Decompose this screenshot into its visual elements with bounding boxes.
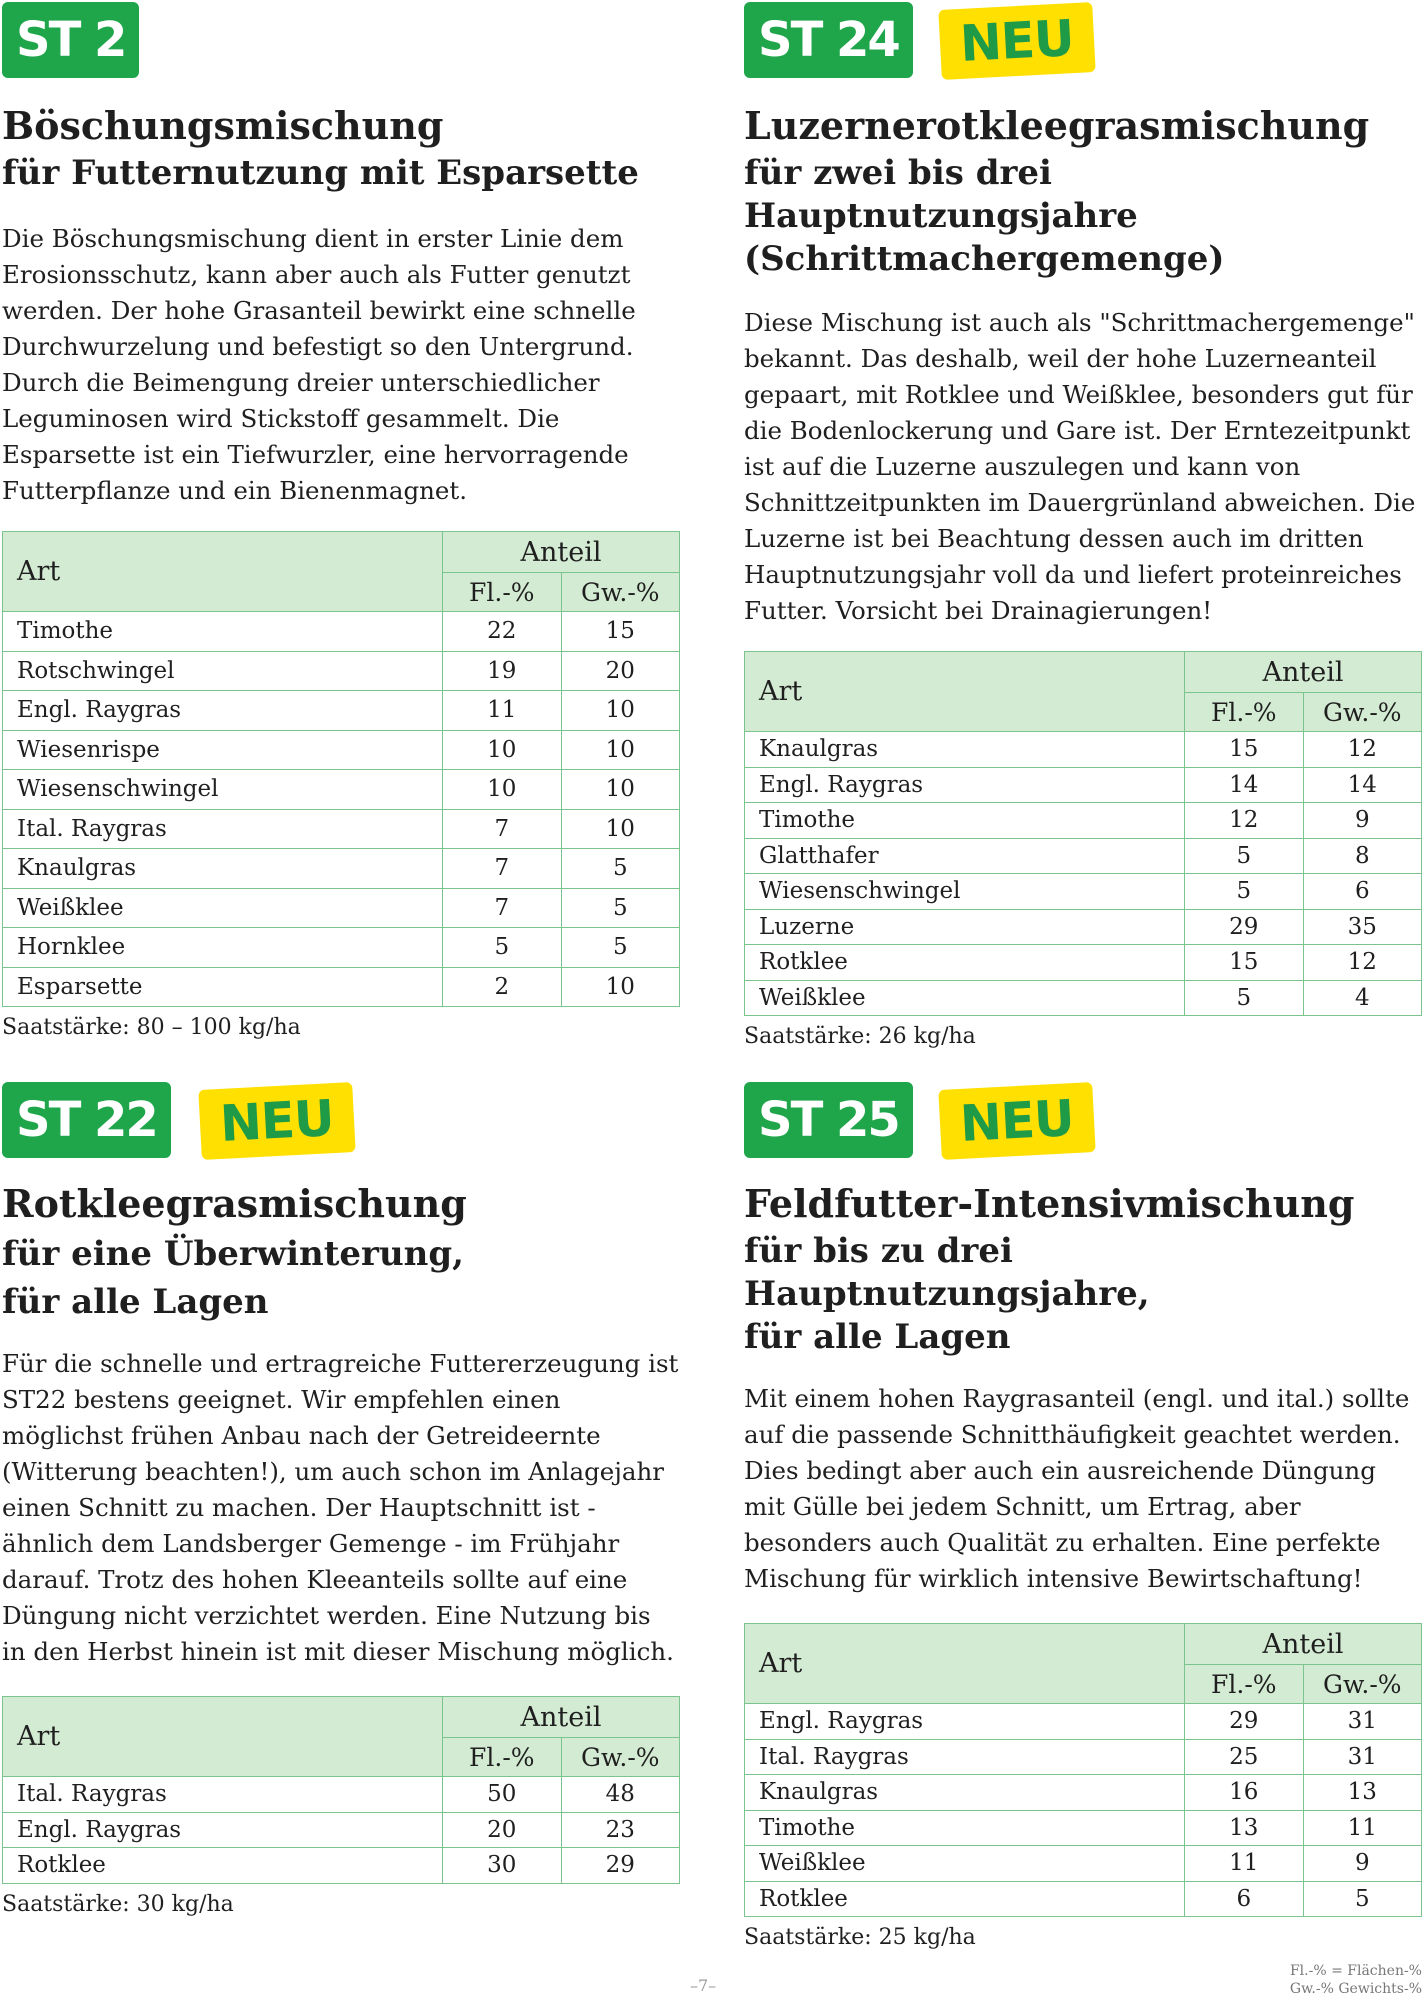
cell-gw-percent: 12 bbox=[1303, 732, 1421, 768]
cell-art: Ital. Raygras bbox=[3, 1777, 443, 1813]
cell-art: Rotklee bbox=[745, 1881, 1185, 1917]
cell-gw-percent: 10 bbox=[561, 770, 679, 810]
cell-fl-percent: 10 bbox=[443, 730, 561, 770]
cell-gw-percent: 29 bbox=[561, 1848, 679, 1884]
cell-gw-percent: 48 bbox=[561, 1777, 679, 1813]
section-description: Für die schnelle und ertragreiche Futtererzeugung ist ST22 bestens geeignet. Wir empfehlen einen möglichst frühen Anbau nach der Getreideernte (Witterung beachten!), um auch schon im Anlagejahr einen Schnitt zu machen. Der Hauptschnitt ist - ähnlich dem Landsberger Gemenge - im Frühjahr darauf. Trotz des hohen Kleeanteils sollte auf eine Düngung nicht verzichtet werden. Eine Nutzung bis in den Herbst hinein ist mit dieser Mischung möglich. bbox=[2, 1349, 679, 1666]
cell-gw-percent: 5 bbox=[561, 928, 679, 968]
table-row bbox=[3, 651, 680, 691]
table-row bbox=[745, 838, 1422, 874]
section-title: Luzernerotkleegrasmischung bbox=[744, 103, 1370, 148]
cell-art: Knaulgras bbox=[3, 849, 443, 889]
cell-gw-percent: 31 bbox=[1303, 1704, 1421, 1740]
cell-art: Engl. Raygras bbox=[745, 1704, 1185, 1740]
legend-gw: Gw.-% Gewichts-% bbox=[1289, 1981, 1422, 1997]
section-description: Mit einem hohen Raygrasanteil (engl. und ital.) sollte auf die passende Schnitthäufigkeit geachtet werden. Dies bedingt aber auch ein ausreichende Düngung mit Gülle bei jedem Schnitt, um Ertrag, aber besonders auch Qualität zu erhalten. Eine perfekte Mischung für wirklich intensive Bewirtschaftung! bbox=[744, 1384, 1410, 1593]
cell-art: Glatthafer bbox=[745, 838, 1185, 874]
cell-art: Wiesenrispe bbox=[3, 730, 443, 770]
table-row bbox=[3, 928, 680, 968]
mixture-section-st24 bbox=[744, 2, 1422, 1049]
cell-fl-percent: 11 bbox=[1185, 1846, 1303, 1882]
cell-gw-percent: 11 bbox=[1303, 1810, 1421, 1846]
cell-fl-percent: 25 bbox=[1185, 1739, 1303, 1775]
cell-gw-percent: 5 bbox=[1303, 1881, 1421, 1917]
table-row bbox=[3, 888, 680, 928]
cell-art: Weißklee bbox=[3, 888, 443, 928]
cell-fl-percent: 11 bbox=[443, 691, 561, 731]
cell-fl-percent: 30 bbox=[443, 1848, 561, 1884]
cell-fl-percent: 29 bbox=[1185, 1704, 1303, 1740]
section-title: Feldfutter-Intensivmischung bbox=[744, 1181, 1355, 1226]
section-title: Böschungsmischung bbox=[2, 103, 444, 148]
table-row bbox=[3, 770, 680, 810]
cell-fl-percent: 19 bbox=[443, 651, 561, 691]
cell-art: Weißklee bbox=[745, 980, 1185, 1016]
table-row bbox=[3, 730, 680, 770]
column-header-fl: Fl.-% bbox=[1185, 1665, 1303, 1704]
seeding-rate: Saatstärke: 80 – 100 kg/ha bbox=[2, 1015, 301, 1040]
column-header-gw: Gw.-% bbox=[561, 573, 679, 612]
table-row bbox=[3, 612, 680, 652]
section-subtitle: für Futternutzung mit Esparsette bbox=[2, 153, 639, 193]
column-header-fl: Fl.-% bbox=[443, 1738, 561, 1777]
cell-fl-percent: 15 bbox=[1185, 732, 1303, 768]
column-header-art: Art bbox=[745, 1624, 1185, 1704]
cell-fl-percent: 13 bbox=[1185, 1810, 1303, 1846]
table-row bbox=[745, 1881, 1422, 1917]
cell-gw-percent: 10 bbox=[561, 691, 679, 731]
cell-fl-percent: 12 bbox=[1185, 803, 1303, 839]
cell-art: Rotklee bbox=[3, 1848, 443, 1884]
table-row bbox=[745, 1704, 1422, 1740]
table-row bbox=[745, 1846, 1422, 1882]
cell-gw-percent: 4 bbox=[1303, 980, 1421, 1016]
product-code-badge: ST 24 bbox=[744, 2, 913, 78]
cell-art: Engl. Raygras bbox=[745, 767, 1185, 803]
table-row bbox=[745, 945, 1422, 981]
legend-fl: Fl.-% = Flächen-% bbox=[1289, 1963, 1422, 1979]
cell-art: Ital. Raygras bbox=[3, 809, 443, 849]
table-row bbox=[745, 1775, 1422, 1811]
cell-gw-percent: 9 bbox=[1303, 803, 1421, 839]
mixture-table bbox=[744, 651, 1422, 1016]
column-header-anteil: Anteil bbox=[443, 532, 680, 573]
table-row bbox=[745, 909, 1422, 945]
cell-gw-percent: 9 bbox=[1303, 1846, 1421, 1882]
table-row bbox=[745, 980, 1422, 1016]
product-code-badge: ST 25 bbox=[744, 1082, 913, 1158]
cell-fl-percent: 10 bbox=[443, 770, 561, 810]
seeding-rate: Saatstärke: 26 kg/ha bbox=[744, 1024, 976, 1049]
cell-gw-percent: 14 bbox=[1303, 767, 1421, 803]
product-code-badge: ST 22 bbox=[2, 1082, 171, 1158]
column-header-anteil: Anteil bbox=[443, 1697, 680, 1738]
seeding-rate: Saatstärke: 25 kg/ha bbox=[744, 1925, 976, 1950]
mixture-section-st22 bbox=[2, 1082, 680, 1917]
mixture-section-st2 bbox=[2, 2, 680, 1040]
cell-gw-percent: 10 bbox=[561, 730, 679, 770]
cell-art: Knaulgras bbox=[745, 1775, 1185, 1811]
table-row bbox=[3, 1848, 680, 1884]
cell-art: Rotklee bbox=[745, 945, 1185, 981]
cell-fl-percent: 29 bbox=[1185, 909, 1303, 945]
cell-gw-percent: 10 bbox=[561, 809, 679, 849]
mixture-table bbox=[744, 1623, 1422, 1917]
table-row bbox=[745, 1810, 1422, 1846]
cell-fl-percent: 14 bbox=[1185, 767, 1303, 803]
cell-art: Timothe bbox=[745, 1810, 1185, 1846]
column-header-gw: Gw.-% bbox=[561, 1738, 679, 1777]
cell-fl-percent: 15 bbox=[1185, 945, 1303, 981]
new-badge: NEU bbox=[198, 1082, 355, 1160]
table-row bbox=[3, 691, 680, 731]
new-badge: NEU bbox=[938, 2, 1095, 80]
cell-fl-percent: 5 bbox=[1185, 874, 1303, 910]
cell-fl-percent: 50 bbox=[443, 1777, 561, 1813]
cell-art: Knaulgras bbox=[745, 732, 1185, 768]
cell-art: Rotschwingel bbox=[3, 651, 443, 691]
cell-gw-percent: 5 bbox=[561, 888, 679, 928]
cell-art: Luzerne bbox=[745, 909, 1185, 945]
column-header-art: Art bbox=[3, 1697, 443, 1777]
new-badge: NEU bbox=[938, 1082, 1095, 1160]
cell-art: Wiesenschwingel bbox=[3, 770, 443, 810]
cell-fl-percent: 16 bbox=[1185, 1775, 1303, 1811]
page-number: –7– bbox=[690, 1976, 717, 1995]
table-row bbox=[745, 732, 1422, 768]
column-header-art: Art bbox=[745, 652, 1185, 732]
cell-fl-percent: 6 bbox=[1185, 1881, 1303, 1917]
cell-gw-percent: 8 bbox=[1303, 838, 1421, 874]
cell-gw-percent: 31 bbox=[1303, 1739, 1421, 1775]
column-header-anteil: Anteil bbox=[1185, 652, 1422, 693]
seeding-rate: Saatstärke: 30 kg/ha bbox=[2, 1891, 234, 1917]
column-header-art: Art bbox=[3, 532, 443, 612]
cell-fl-percent: 22 bbox=[443, 612, 561, 652]
cell-gw-percent: 35 bbox=[1303, 909, 1421, 945]
cell-art: Hornklee bbox=[3, 928, 443, 968]
section-subtitle: für bis zu drei Hauptnutzungsjahre, für alle Lagen bbox=[744, 1231, 1150, 1357]
cell-art: Weißklee bbox=[745, 1846, 1185, 1882]
table-row bbox=[745, 767, 1422, 803]
section-description: Diese Mischung ist auch als "Schrittmachergemenge" bekannt. Das deshalb, weil der hohe Luzerneanteil gepaart, mit Rotklee und Weißklee, besonders gut für die Bodenlockerung und Gare ist. Der Erntezeitpunkt ist auf die Luzerne auszulegen und kann von Schnittzeitpunkten im Dauergrünland abweichen. Die Luzerne ist bei Beachtung dessen auch im dritten Hauptnutzungsjahr voll da und liefert proteinreiches Futter. Vorsicht bei Drainagierungen! bbox=[744, 308, 1416, 625]
cell-art: Timothe bbox=[3, 612, 443, 652]
cell-art: Esparsette bbox=[3, 967, 443, 1007]
table-row bbox=[745, 874, 1422, 910]
mixture-table bbox=[2, 531, 680, 1007]
abbreviation-legend bbox=[1222, 1962, 1422, 1998]
section-title: Rotkleegrasmischung bbox=[2, 1181, 467, 1226]
cell-art: Engl. Raygras bbox=[3, 1812, 443, 1848]
cell-gw-percent: 13 bbox=[1303, 1775, 1421, 1811]
cell-art: Ital. Raygras bbox=[745, 1739, 1185, 1775]
cell-fl-percent: 20 bbox=[443, 1812, 561, 1848]
cell-gw-percent: 20 bbox=[561, 651, 679, 691]
column-header-gw: Gw.-% bbox=[1303, 693, 1421, 732]
cell-art: Wiesenschwingel bbox=[745, 874, 1185, 910]
cell-gw-percent: 5 bbox=[561, 849, 679, 889]
column-header-fl: Fl.-% bbox=[1185, 693, 1303, 732]
table-row bbox=[3, 1812, 680, 1848]
section-subtitle: für eine Überwinterung, für alle Lagen bbox=[2, 1234, 465, 1322]
cell-fl-percent: 7 bbox=[443, 888, 561, 928]
cell-gw-percent: 10 bbox=[561, 967, 679, 1007]
cell-fl-percent: 7 bbox=[443, 809, 561, 849]
section-subtitle: für zwei bis drei Hauptnutzungsjahre (Schrittmachergemenge) bbox=[744, 153, 1225, 279]
cell-fl-percent: 2 bbox=[443, 967, 561, 1007]
column-header-anteil: Anteil bbox=[1185, 1624, 1422, 1665]
table-row bbox=[3, 1777, 680, 1813]
cell-fl-percent: 5 bbox=[443, 928, 561, 968]
cell-gw-percent: 12 bbox=[1303, 945, 1421, 981]
cell-gw-percent: 15 bbox=[561, 612, 679, 652]
column-header-gw: Gw.-% bbox=[1303, 1665, 1421, 1704]
mixture-table bbox=[2, 1696, 680, 1884]
cell-art: Engl. Raygras bbox=[3, 691, 443, 731]
cell-fl-percent: 5 bbox=[1185, 838, 1303, 874]
product-code-badge: ST 2 bbox=[2, 2, 139, 78]
cell-gw-percent: 23 bbox=[561, 1812, 679, 1848]
table-row bbox=[745, 1739, 1422, 1775]
section-description: Die Böschungsmischung dient in erster Linie dem Erosionsschutz, kann aber auch als Futter genutzt werden. Der hohe Grasanteil bewirkt eine schnelle Durchwurzelung und befestigt so den Untergrund. Durch die Beimengung dreier unterschiedlicher Leguminosen wird Stickstoff gesammelt. Die Esparsette ist ein Tiefwurzler, eine hervorragende Futterpflanze und ein Bienenmagnet. bbox=[2, 224, 636, 505]
table-row bbox=[745, 803, 1422, 839]
cell-gw-percent: 6 bbox=[1303, 874, 1421, 910]
cell-art: Timothe bbox=[745, 803, 1185, 839]
column-header-fl: Fl.-% bbox=[443, 573, 561, 612]
cell-fl-percent: 5 bbox=[1185, 980, 1303, 1016]
table-row bbox=[3, 809, 680, 849]
table-row bbox=[3, 967, 680, 1007]
cell-fl-percent: 7 bbox=[443, 849, 561, 889]
table-row bbox=[3, 849, 680, 889]
mixture-section-st25 bbox=[744, 1082, 1422, 1950]
